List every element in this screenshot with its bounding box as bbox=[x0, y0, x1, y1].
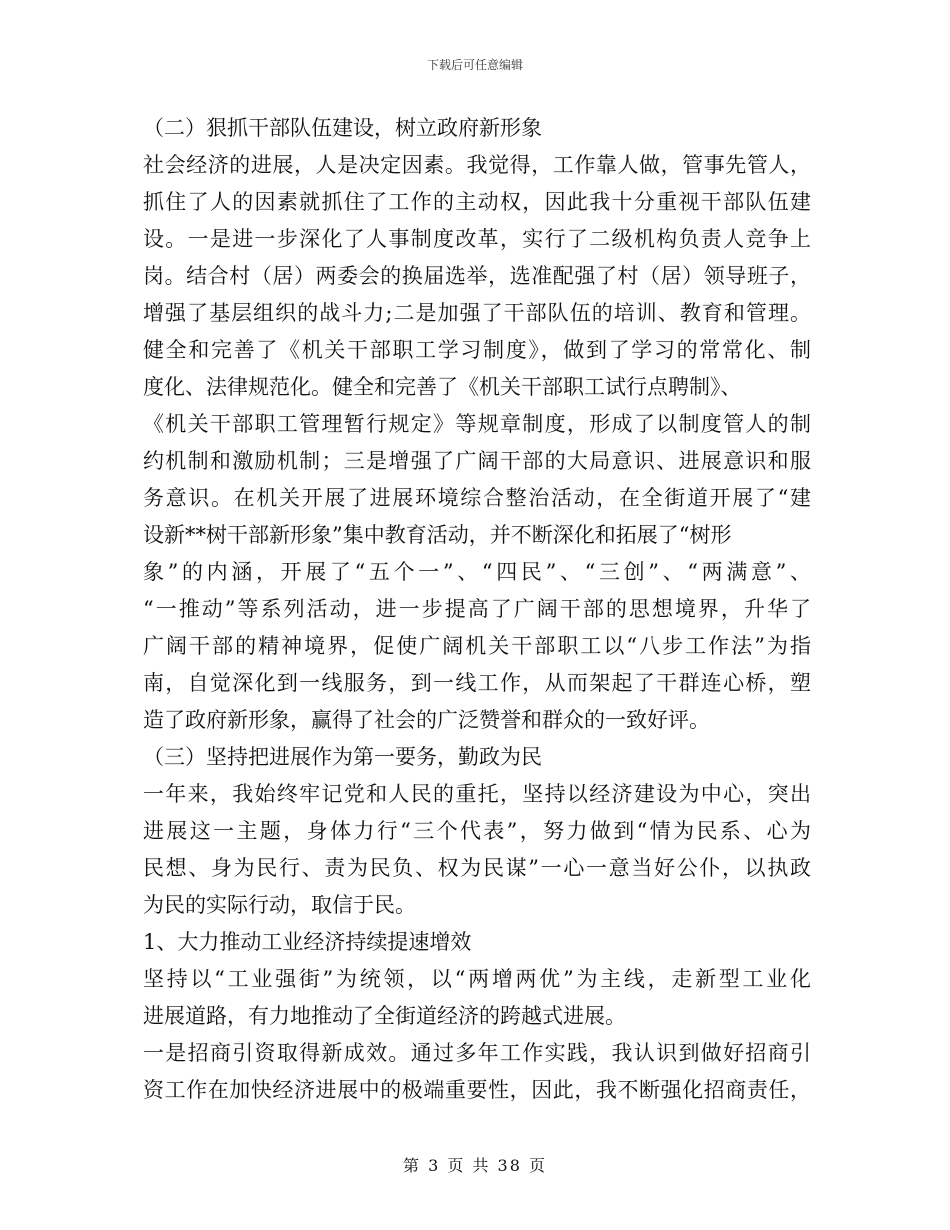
text-line: 南，自觉深化到一线服务，到一线工作，从而架起了干群连心桥，塑 bbox=[143, 671, 811, 695]
text-line: （三）坚持把进展作为第一要务，勤政为民 bbox=[143, 745, 542, 769]
text-line: “一推动”等系列活动，进一步提高了广阔干部的思想境界，升华了 bbox=[143, 597, 811, 621]
text-line: 民想、身为民行、责为民负、权为民谋”一心一意当好公仆，以执政 bbox=[143, 856, 811, 880]
text-line: 岗。结合村（居）两委会的换届选举，选准配强了村（居）领导班子， bbox=[143, 264, 811, 288]
text-line: 健全和完善了《机关干部职工学习制度》，做到了学习的常常化、制 bbox=[143, 338, 811, 362]
text-line: 务意识。在机关开展了进展环境综合整治活动，在全街道开展了“建 bbox=[143, 486, 811, 510]
text-line: 坚持以“工业强街”为统领，以“两增两优”为主线，走新型工业化 bbox=[143, 967, 811, 991]
text-line: 为民的实际行动，取信于民。 bbox=[143, 893, 416, 917]
text-line: 资工作在加快经济进展中的极端重要性，因此，我不断强化招商责任， bbox=[143, 1078, 811, 1102]
document-body bbox=[143, 110, 811, 1109]
page-header-note: 下载后可任意编辑 bbox=[426, 58, 523, 72]
text-line: （二）狠抓干部队伍建设，树立政府新形象 bbox=[143, 116, 542, 140]
text-line: 《机关干部职工管理暂行规定》等规章制度，形成了以制度管人的制 bbox=[143, 412, 811, 436]
text-line: 增强了基层组织的战斗力;二是加强了干部队伍的培训、教育和管理。 bbox=[143, 301, 811, 325]
text-line: 度化、法律规范化。健全和完善了《机关干部职工试行点聘制》、 bbox=[143, 375, 742, 399]
text-line: 广阔干部的精神境界，促使广阔机关干部职工以“八步工作法”为指 bbox=[143, 634, 811, 658]
text-line: 进展道路，有力地推动了全街道经济的跨越式进展。 bbox=[143, 1004, 626, 1028]
text-line: 进展这一主题，身体力行“三个代表”，努力做到“情为民系、心为 bbox=[143, 819, 811, 843]
page-number-footer: 第 3 页 共 38 页 bbox=[403, 1156, 547, 1175]
text-line: 象”的内涵，开展了“五个一”、“四民”、“三创”、“两满意”、 bbox=[143, 560, 811, 584]
text-line: 约机制和激励机制；三是增强了广阔干部的大局意识、进展意识和服 bbox=[143, 449, 811, 473]
text-line: 设新**树干部新形象”集中教育活动，并不断深化和拓展了“树形 bbox=[143, 523, 732, 547]
text-line: 1、大力推动工业经济持续提速增效 bbox=[143, 930, 472, 954]
text-line: 造了政府新形象，赢得了社会的广泛赞誉和群众的一致好评。 bbox=[143, 708, 710, 732]
text-line: 抓住了人的因素就抓住了工作的主动权，因此我十分重视干部队伍建 bbox=[143, 190, 811, 214]
text-line: 社会经济的进展，人是决定因素。我觉得，工作靠人做，管事先管人， bbox=[143, 153, 811, 177]
text-line: 一年来，我始终牢记党和人民的重托，坚持以经济建设为中心，突出 bbox=[143, 782, 811, 806]
text-line: 一是招商引资取得新成效。通过多年工作实践，我认识到做好招商引 bbox=[143, 1041, 811, 1065]
text-line: 设。一是进一步深化了人事制度改革，实行了二级机构负责人竞争上 bbox=[143, 227, 811, 251]
